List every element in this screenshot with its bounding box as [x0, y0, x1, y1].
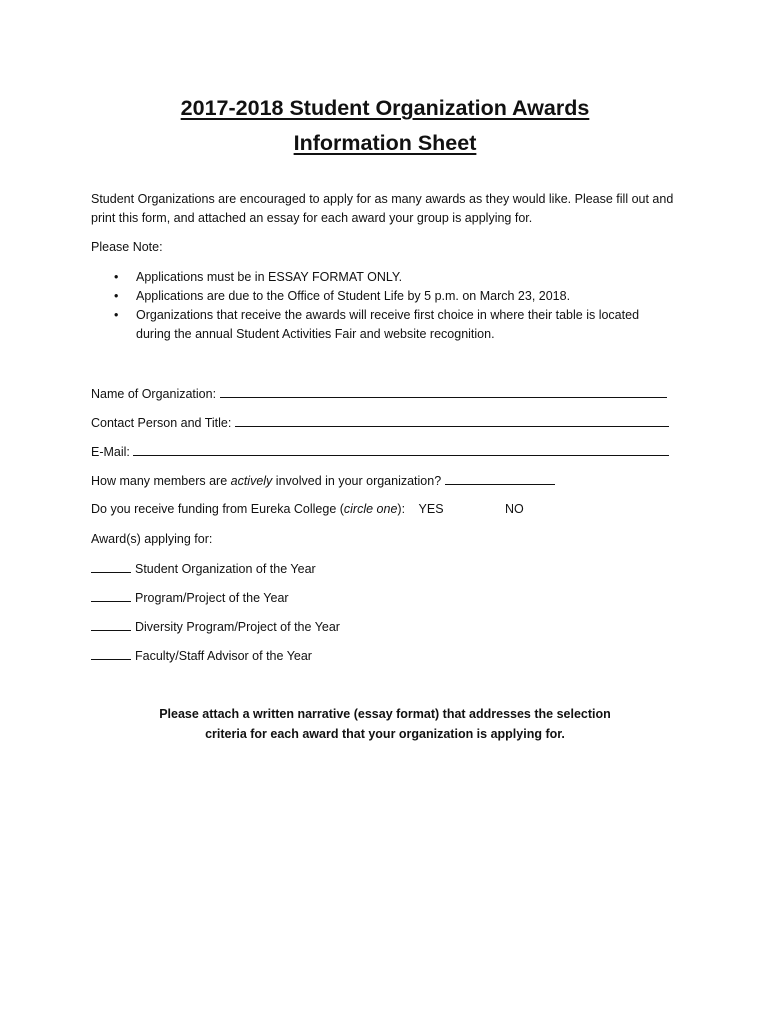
award-option-row	[91, 588, 289, 608]
funding-no-option[interactable]: NO	[505, 502, 524, 516]
funding-label: Do you receive funding from Eureka College (circle one):	[91, 502, 406, 516]
award-option-label: Diversity Program/Project of the Year	[135, 620, 340, 634]
notes-list	[91, 268, 671, 344]
note-text: Applications must be in ESSAY FORMAT ONLY.	[136, 270, 403, 284]
award-check-field[interactable]	[91, 646, 131, 660]
list-item	[91, 306, 671, 344]
attachment-instructions	[0, 704, 770, 744]
contact-person-field[interactable]	[235, 413, 669, 427]
organization-label: Name of Organization:	[91, 387, 217, 401]
award-check-field[interactable]	[91, 588, 131, 602]
members-row	[91, 471, 555, 491]
page-title: 2017-2018 Student Organization Awards	[180, 96, 590, 120]
note-text: Organizations that receive the awards will receive first choice in where their table is located during the annual Student Activities Fair and website recognition.	[136, 308, 640, 341]
attachment-line-1: Please attach a written narrative (essay format) that addresses the selection	[159, 707, 611, 721]
email-label: E-Mail:	[91, 445, 130, 459]
intro-paragraph: Student Organizations are encouraged to apply for as many awards as they would like. Please fill out and print this form, and attached an essay for each award your group is applying for.	[91, 192, 674, 225]
award-option-row	[91, 646, 312, 666]
list-item	[91, 268, 671, 287]
award-option-row	[91, 617, 340, 637]
contact-row	[91, 413, 669, 433]
contact-label: Contact Person and Title:	[91, 416, 232, 430]
members-count-field[interactable]	[445, 471, 555, 485]
attachment-line-2: criteria for each award that your organization is applying for.	[205, 727, 565, 741]
bullet-icon: •	[114, 289, 119, 303]
award-option-label: Student Organization of the Year	[135, 562, 316, 576]
award-option-label: Program/Project of the Year	[135, 591, 289, 605]
award-option-row	[91, 559, 316, 579]
award-option-label: Faculty/Staff Advisor of the Year	[135, 649, 312, 663]
note-label: Please Note:	[91, 240, 163, 254]
funding-yes-option[interactable]: YES	[418, 502, 444, 516]
award-check-field[interactable]	[91, 617, 131, 631]
list-item	[91, 287, 671, 306]
award-check-field[interactable]	[91, 559, 131, 573]
awards-label: Award(s) applying for:	[91, 532, 213, 546]
members-label: How many members are actively involved in your organization?	[91, 474, 442, 488]
email-row	[91, 442, 669, 462]
organization-row	[91, 384, 667, 404]
page-subtitle: Information Sheet	[293, 131, 477, 155]
note-text: Applications are due to the Office of Student Life by 5 p.m. on March 23, 2018.	[136, 289, 571, 303]
bullet-icon: •	[114, 270, 119, 284]
organization-name-field[interactable]	[220, 384, 667, 398]
email-field[interactable]	[133, 442, 669, 456]
bullet-icon: •	[114, 308, 119, 322]
funding-row	[91, 500, 524, 519]
